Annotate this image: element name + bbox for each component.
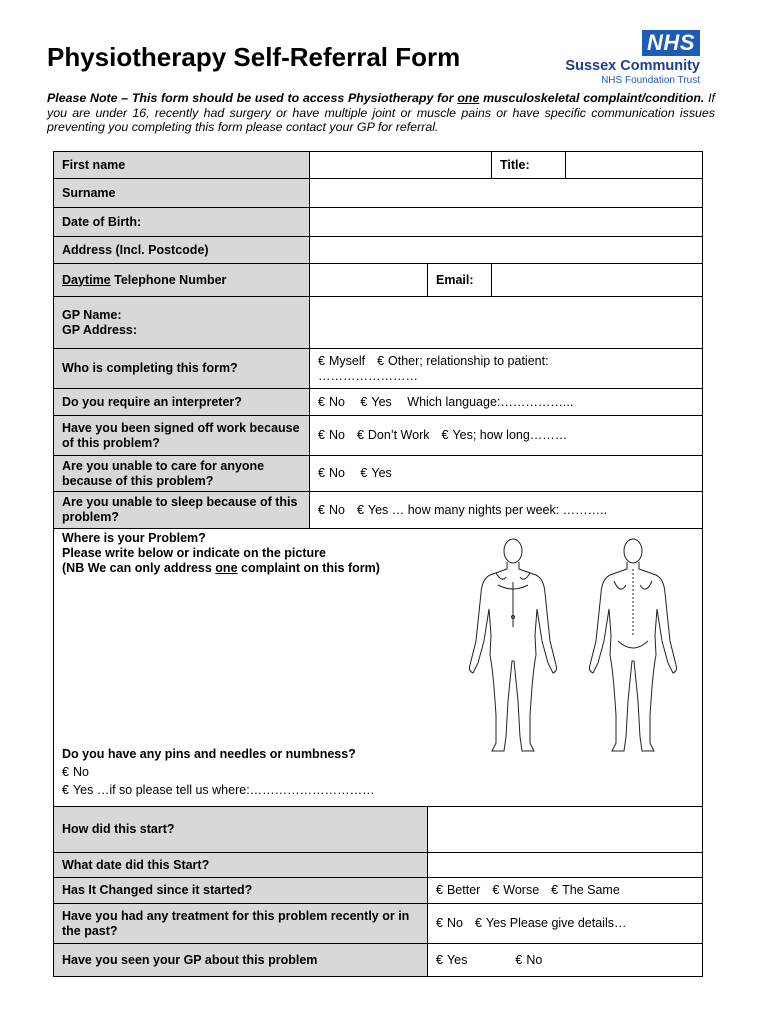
sleep-option-no[interactable]	[318, 503, 345, 518]
changed-option-better[interactable]	[436, 883, 480, 898]
changed-label: Has It Changed since it started?	[54, 878, 428, 904]
checkbox-icon[interactable]: €	[356, 428, 364, 442]
sleep-label: Are you unable to sleep because of this problem?	[54, 492, 310, 529]
body-diagram-back[interactable]	[578, 537, 688, 757]
checkbox-icon[interactable]: €	[436, 883, 443, 897]
signed-off-option-dont-work[interactable]	[357, 428, 430, 443]
checkbox-icon[interactable]: €	[377, 353, 385, 368]
interpreter-label: Do you require an interpreter?	[54, 389, 310, 416]
problem-line-3	[62, 561, 380, 576]
sleep-option-yes-label: Yes … how many nights per week: ………..	[367, 502, 608, 517]
sleep-options	[310, 492, 703, 529]
seen-gp-option-no-label: No	[526, 952, 543, 967]
checkbox-icon[interactable]: €	[318, 353, 325, 368]
care-option-yes[interactable]	[360, 466, 391, 481]
treatment-option-no[interactable]	[436, 916, 463, 931]
pins-question: Do you have any pins and needles or numbness?	[62, 747, 356, 761]
checkbox-icon[interactable]: €	[492, 883, 500, 897]
body-diagram-front[interactable]	[458, 537, 568, 757]
problem-line-2: Please write below or indicate on the picture	[62, 546, 326, 560]
checkbox-icon[interactable]: €	[356, 502, 364, 517]
front-collar-right	[520, 573, 530, 579]
signed-off-label: Have you been signed off work because of this problem?	[54, 416, 310, 456]
back-scapula-right	[640, 581, 652, 589]
pins-option-no[interactable]	[62, 763, 375, 781]
changed-options	[428, 878, 703, 904]
treatment-option-no-label: No	[446, 916, 463, 930]
sleep-option-yes[interactable]	[357, 503, 607, 518]
interpreter-language[interactable]: Which language:……………...	[407, 394, 574, 409]
email-label: Email:	[428, 264, 492, 297]
problem-line-3-pre: (NB We can only address	[62, 561, 216, 575]
gp-label	[54, 297, 310, 349]
gp-name-label: GP Name:	[62, 307, 122, 322]
dob-field[interactable]	[310, 208, 703, 237]
what-date-field[interactable]	[428, 853, 703, 878]
problem-line-3-underlined: one	[215, 561, 238, 575]
pins-needles-block	[62, 745, 375, 799]
care-label: Are you unable to care for anyone because of this problem?	[54, 456, 310, 492]
who-option-other[interactable]	[377, 354, 548, 369]
who-option-myself[interactable]	[318, 354, 365, 369]
problem-section[interactable]	[54, 529, 703, 807]
checkbox-icon[interactable]: €	[436, 916, 443, 930]
checkbox-icon[interactable]: €	[551, 883, 559, 897]
note-lead-1: Please Note – This form should be used to access Physiotherapy for	[47, 91, 454, 105]
changed-option-worse[interactable]	[492, 883, 539, 898]
pins-option-yes-label: Yes …if so please tell us where:…………………………	[72, 783, 375, 797]
pins-option-no-label: No	[72, 765, 89, 779]
treatment-option-yes-label: Yes Please give details…	[485, 916, 627, 930]
note-lead-2: musculoskeletal complaint/condition.	[483, 91, 705, 105]
first-name-label: First name	[54, 152, 310, 179]
problem-instructions	[62, 531, 380, 576]
changed-option-worse-label: Worse	[503, 883, 540, 897]
signed-off-option-no[interactable]	[318, 428, 345, 443]
checkbox-icon[interactable]: €	[474, 916, 482, 930]
checkbox-icon[interactable]: €	[62, 783, 69, 797]
sleep-option-no-label: No	[328, 502, 345, 517]
nhs-logo	[548, 30, 708, 90]
logo-organisation: Sussex Community	[565, 58, 700, 74]
problem-line-1: Where is your Problem?	[62, 531, 206, 545]
checkbox-icon[interactable]: €	[360, 394, 368, 409]
phone-label	[54, 264, 310, 297]
checkbox-icon[interactable]: €	[318, 394, 325, 409]
seen-gp-option-no[interactable]	[515, 953, 542, 968]
who-option-myself-label: Myself	[328, 353, 366, 368]
changed-option-same[interactable]	[551, 883, 620, 898]
treatment-options	[428, 904, 703, 944]
how-start-field[interactable]	[428, 807, 703, 853]
phone-label-rest: Telephone Number	[110, 272, 227, 287]
interpreter-option-yes-label: Yes	[371, 394, 392, 409]
signed-off-option-dont-work-label: Don’t Work	[367, 428, 430, 442]
who-option-other-label: Other; relationship to patient:	[388, 353, 549, 368]
who-label: Who is completing this form?	[54, 349, 310, 389]
seen-gp-option-yes[interactable]	[436, 953, 467, 968]
checkbox-icon[interactable]: €	[436, 952, 443, 967]
care-options	[310, 456, 703, 492]
surname-label: Surname	[54, 179, 310, 208]
pins-option-yes[interactable]	[62, 781, 375, 799]
please-note	[47, 91, 715, 135]
back-scapula-left	[614, 581, 626, 589]
dob-label: Date of Birth:	[54, 208, 310, 237]
care-option-no-label: No	[328, 466, 345, 480]
signed-off-options	[310, 416, 703, 456]
signed-off-option-yes[interactable]	[441, 428, 567, 443]
referral-form-table	[53, 151, 703, 977]
front-head	[504, 539, 522, 563]
note-rest: If you are under 16, recently had surgery or have multiple joint or muscle pains or have specific communication issues preventing you completing this form please contact your GP for referral.	[47, 91, 715, 134]
interpreter-option-yes[interactable]	[360, 395, 391, 410]
address-field[interactable]	[310, 237, 703, 264]
phone-field[interactable]	[310, 264, 428, 297]
what-date-label: What date did this Start?	[54, 853, 428, 878]
signed-off-option-no-label: No	[328, 428, 345, 442]
checkbox-icon[interactable]: €	[515, 952, 523, 967]
title-field[interactable]	[566, 152, 703, 179]
checkbox-icon[interactable]: €	[62, 765, 69, 779]
interpreter-option-no-label: No	[328, 394, 345, 409]
front-collar-left	[496, 573, 506, 579]
seen-gp-label: Have you seen your GP about this problem	[54, 944, 428, 977]
nhs-logo-mark: NHS	[642, 30, 700, 56]
seen-gp-options	[428, 944, 703, 977]
back-head	[624, 539, 642, 563]
page-title: Physiotherapy Self-Referral Form	[47, 42, 461, 72]
problem-line-3-post: complaint on this form)	[237, 561, 380, 575]
note-lead-underlined: one	[457, 91, 480, 105]
interpreter-option-no[interactable]	[318, 395, 345, 410]
how-start-label: How did this start?	[54, 807, 428, 853]
address-label: Address (Incl. Postcode)	[54, 237, 310, 264]
treatment-label: Have you had any treatment for this problem recently or in the past?	[54, 904, 428, 944]
who-options	[310, 349, 703, 389]
interpreter-options	[310, 389, 703, 416]
surname-field[interactable]	[310, 179, 703, 208]
care-option-no[interactable]	[318, 466, 345, 481]
seen-gp-option-yes-label: Yes	[446, 952, 468, 967]
checkbox-icon[interactable]: €	[441, 428, 449, 442]
care-option-yes-label: Yes	[371, 466, 392, 480]
signed-off-option-yes-label: Yes; how long………	[452, 428, 568, 442]
phone-label-underlined: Daytime	[62, 272, 111, 287]
logo-trust: NHS Foundation Trust	[601, 75, 700, 86]
title-label: Title:	[492, 152, 566, 179]
treatment-option-yes[interactable]	[475, 916, 627, 931]
changed-option-better-label: Better	[446, 883, 481, 897]
gp-field[interactable]	[310, 297, 703, 349]
gp-address-label: GP Address:	[62, 322, 138, 337]
email-field[interactable]	[492, 264, 703, 297]
who-relationship-dots: ……………………	[318, 368, 418, 383]
checkbox-icon[interactable]: €	[318, 466, 325, 480]
checkbox-icon[interactable]: €	[318, 502, 325, 517]
changed-option-same-label: The Same	[562, 883, 620, 897]
checkbox-icon[interactable]: €	[360, 466, 368, 480]
first-name-field[interactable]	[310, 152, 492, 179]
checkbox-icon[interactable]: €	[318, 428, 325, 442]
back-buttocks	[618, 641, 648, 648]
